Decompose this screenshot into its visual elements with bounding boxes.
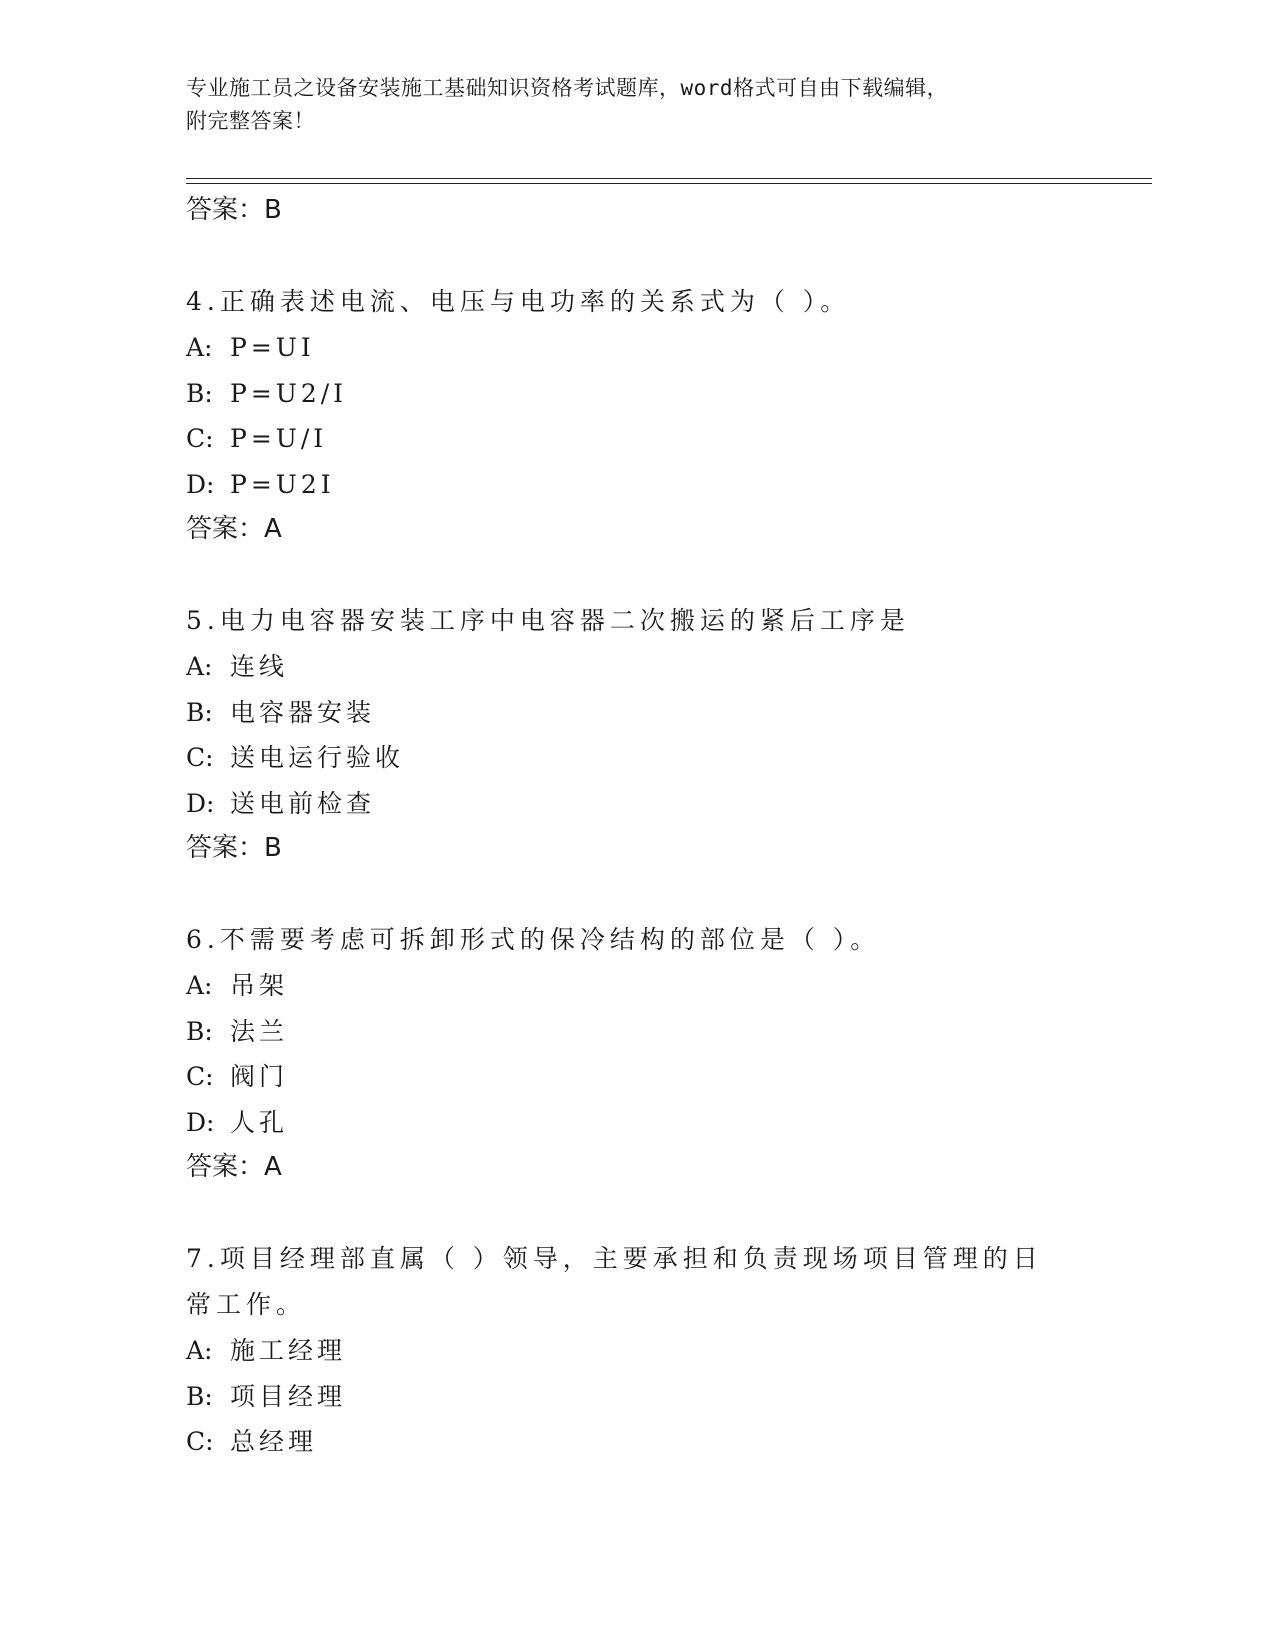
option-key: D: [186,788,215,818]
option-text: P=U/I [230,424,328,453]
header-divider-bottom [186,183,1152,184]
question-list [186,188,1086,1465]
option-key: D: [186,1107,215,1137]
option-key: C: [186,743,214,772]
option-b [186,1009,1086,1055]
option-text: 连线 [230,652,289,681]
option-key: B: [186,1381,213,1411]
option-c [186,735,1086,781]
option-b [186,1374,1086,1420]
question-stem: 6.不需要考虑可拆卸形式的保冷结构的部位是（ ）。 [186,925,881,954]
option-key: A: [186,333,213,362]
question-block [186,1236,1086,1465]
option-c [186,1419,1086,1465]
option-key: B: [186,697,213,727]
option-text: 送电前检查 [230,788,376,818]
question-block [186,279,1086,551]
option-text: 人孔 [230,1107,289,1137]
option-a [186,644,1086,690]
previous-answer: 答案：B [186,195,282,225]
option-text: 阀门 [230,1062,289,1091]
option-a [186,1328,1086,1374]
option-b [186,690,1086,736]
option-key: D: [186,469,215,499]
option-text: 电容器安装 [230,697,376,727]
option-key: A: [186,652,213,681]
option-text: P=UI [230,333,315,362]
option-text: 项目经理 [230,1381,347,1411]
option-a [186,963,1086,1009]
option-b [186,371,1086,417]
question-stem: 5.电力电容器安装工序中电容器二次搬运的紧后工序是 [186,606,910,635]
option-text: P=U2I [230,469,335,499]
header-line-1: 专业施工员之设备安装施工基础知识资格考试题库，word格式可自由下载编辑， [186,76,949,100]
option-c [186,416,1086,462]
question-stem: 4.正确表述电流、电压与电功率的关系式为（ ）。 [186,287,851,316]
option-d [186,462,1086,508]
question-answer: 答案：A [186,1152,282,1182]
option-text: 总经理 [230,1427,318,1456]
option-d [186,781,1086,827]
option-key: C: [186,424,214,453]
question-answer: 答案：A [186,514,282,544]
option-text: 法兰 [230,1016,289,1046]
option-c [186,1054,1086,1100]
question-block [186,917,1086,1189]
spacer [186,232,1086,279]
option-text: 送电运行验收 [230,743,405,772]
question-stem: 7.项目经理部直属（ ）领导，主要承担和负责现场项目管理的日常工作。 [186,1244,1043,1319]
option-key: A: [186,971,213,1000]
option-d [186,1100,1086,1146]
option-text: 吊架 [230,971,289,1000]
header-line-2: 附完整答案！ [186,109,315,133]
spacer [186,551,1086,598]
question-block [186,598,1086,870]
spacer [186,870,1086,917]
option-key: C: [186,1062,214,1091]
document-header [186,72,1066,138]
option-text: 施工经理 [230,1336,347,1365]
question-answer: 答案：B [186,833,282,863]
option-text: P=U2/I [230,378,348,408]
spacer [186,1189,1086,1236]
option-a [186,325,1086,371]
option-key: B: [186,1016,213,1046]
option-key: A: [186,1336,213,1365]
header-divider-top [186,178,1152,179]
option-key: C: [186,1427,214,1456]
option-key: B: [186,378,213,408]
